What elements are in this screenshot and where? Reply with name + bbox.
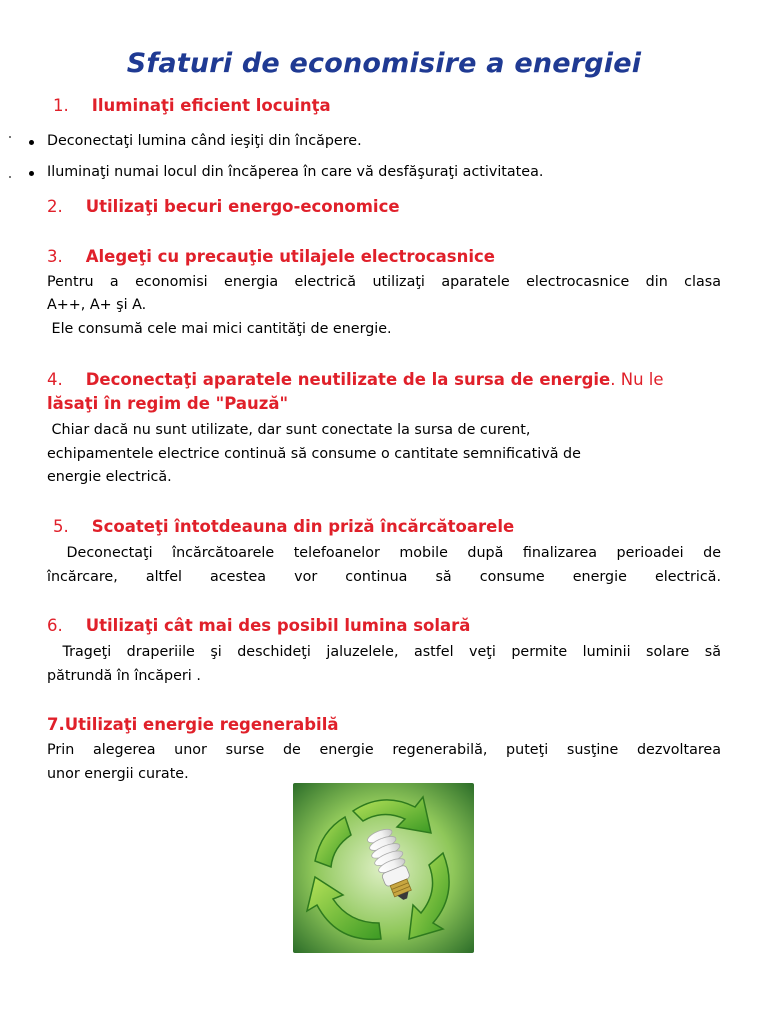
section-7-heading bbox=[47, 713, 737, 737]
section-7-number: 7. bbox=[47, 715, 65, 734]
section-6-title: Utilizaţi cât mai des posibil lumina solară bbox=[85, 616, 471, 635]
list-item-text: Iluminaţi numai locul din încăperea în care vă desfăşuraţi activitatea. bbox=[47, 164, 544, 180]
section-5-number: 5. bbox=[53, 517, 69, 536]
section-5-line: încărcare, altfel acestea vor continua să consume energie electrică. bbox=[47, 569, 721, 585]
section-3-line: A++, A+ şi A. bbox=[47, 297, 147, 313]
section-6-line: pătrundă în încăperi . bbox=[47, 668, 201, 684]
section-7-line: unor energii curate. bbox=[47, 766, 189, 782]
bullet-dot bbox=[29, 140, 34, 145]
section-5-heading bbox=[53, 515, 743, 539]
section-2-number: 2. bbox=[47, 197, 63, 216]
section-7-title: Utilizaţi energie regenerabilă bbox=[64, 715, 339, 734]
section-3-line: Pentru a economisi energia electrică utilizaţi aparatele electrocasnice din clasa bbox=[47, 274, 721, 290]
page-title: Sfaturi de economisire a energiei bbox=[126, 48, 642, 79]
section-4-title: Deconectaţi aparatele neutilizate de la sursa de energie bbox=[85, 370, 611, 389]
section-6-heading bbox=[47, 614, 737, 638]
section-3-title: Alegeţi cu precauţie utilajele electrocasnice bbox=[85, 247, 495, 266]
bullet-dot bbox=[29, 171, 34, 176]
section-4-number: 4. bbox=[47, 370, 63, 389]
list-item-text: Deconectaţi lumina când ieşiţi din încăpere. bbox=[47, 133, 362, 149]
section-5-title: Scoateţi întotdeauna din priză încărcătoarele bbox=[91, 517, 515, 536]
section-4-line: energie electrică. bbox=[47, 469, 172, 485]
section-5-line: Deconectaţi încărcătoarele telefoanelor mobile după finalizarea perioadei de bbox=[47, 545, 721, 561]
section-6-line: Trageţi draperiile şi deschideţi jaluzelele, astfel veţi permite luminii solare să bbox=[47, 644, 722, 660]
section-3-number: 3. bbox=[47, 247, 63, 266]
recycle-bulb-icon bbox=[293, 783, 474, 953]
margin-mark bbox=[9, 176, 11, 178]
section-4-heading-line2: lăsaţi în regim de "Pauză" bbox=[47, 394, 289, 413]
section-6-number: 6. bbox=[47, 616, 63, 635]
section-3-heading bbox=[47, 245, 737, 269]
section-2-heading bbox=[47, 195, 737, 219]
section-4-title-tail: . Nu le bbox=[610, 370, 664, 389]
section-4-line: Chiar dacă nu sunt utilizate, dar sunt conectate la sursa de curent, bbox=[47, 422, 531, 438]
section-4-heading bbox=[47, 368, 737, 392]
section-2-title: Utilizaţi becuri energo-economice bbox=[85, 197, 400, 216]
section-4-line: echipamentele electrice continuă să consume o cantitate semnificativă de bbox=[47, 446, 581, 462]
margin-mark bbox=[9, 136, 11, 138]
section-1-number: 1. bbox=[53, 96, 69, 115]
section-7-line: Prin alegerea unor surse de energie regenerabilă, puteţi susţine dezvoltarea bbox=[47, 742, 721, 758]
section-1-heading bbox=[53, 94, 743, 118]
section-1-title: Iluminaţi eficient locuinţa bbox=[91, 96, 331, 115]
section-3-line: Ele consumă cele mai mici cantităţi de energie. bbox=[47, 321, 392, 337]
